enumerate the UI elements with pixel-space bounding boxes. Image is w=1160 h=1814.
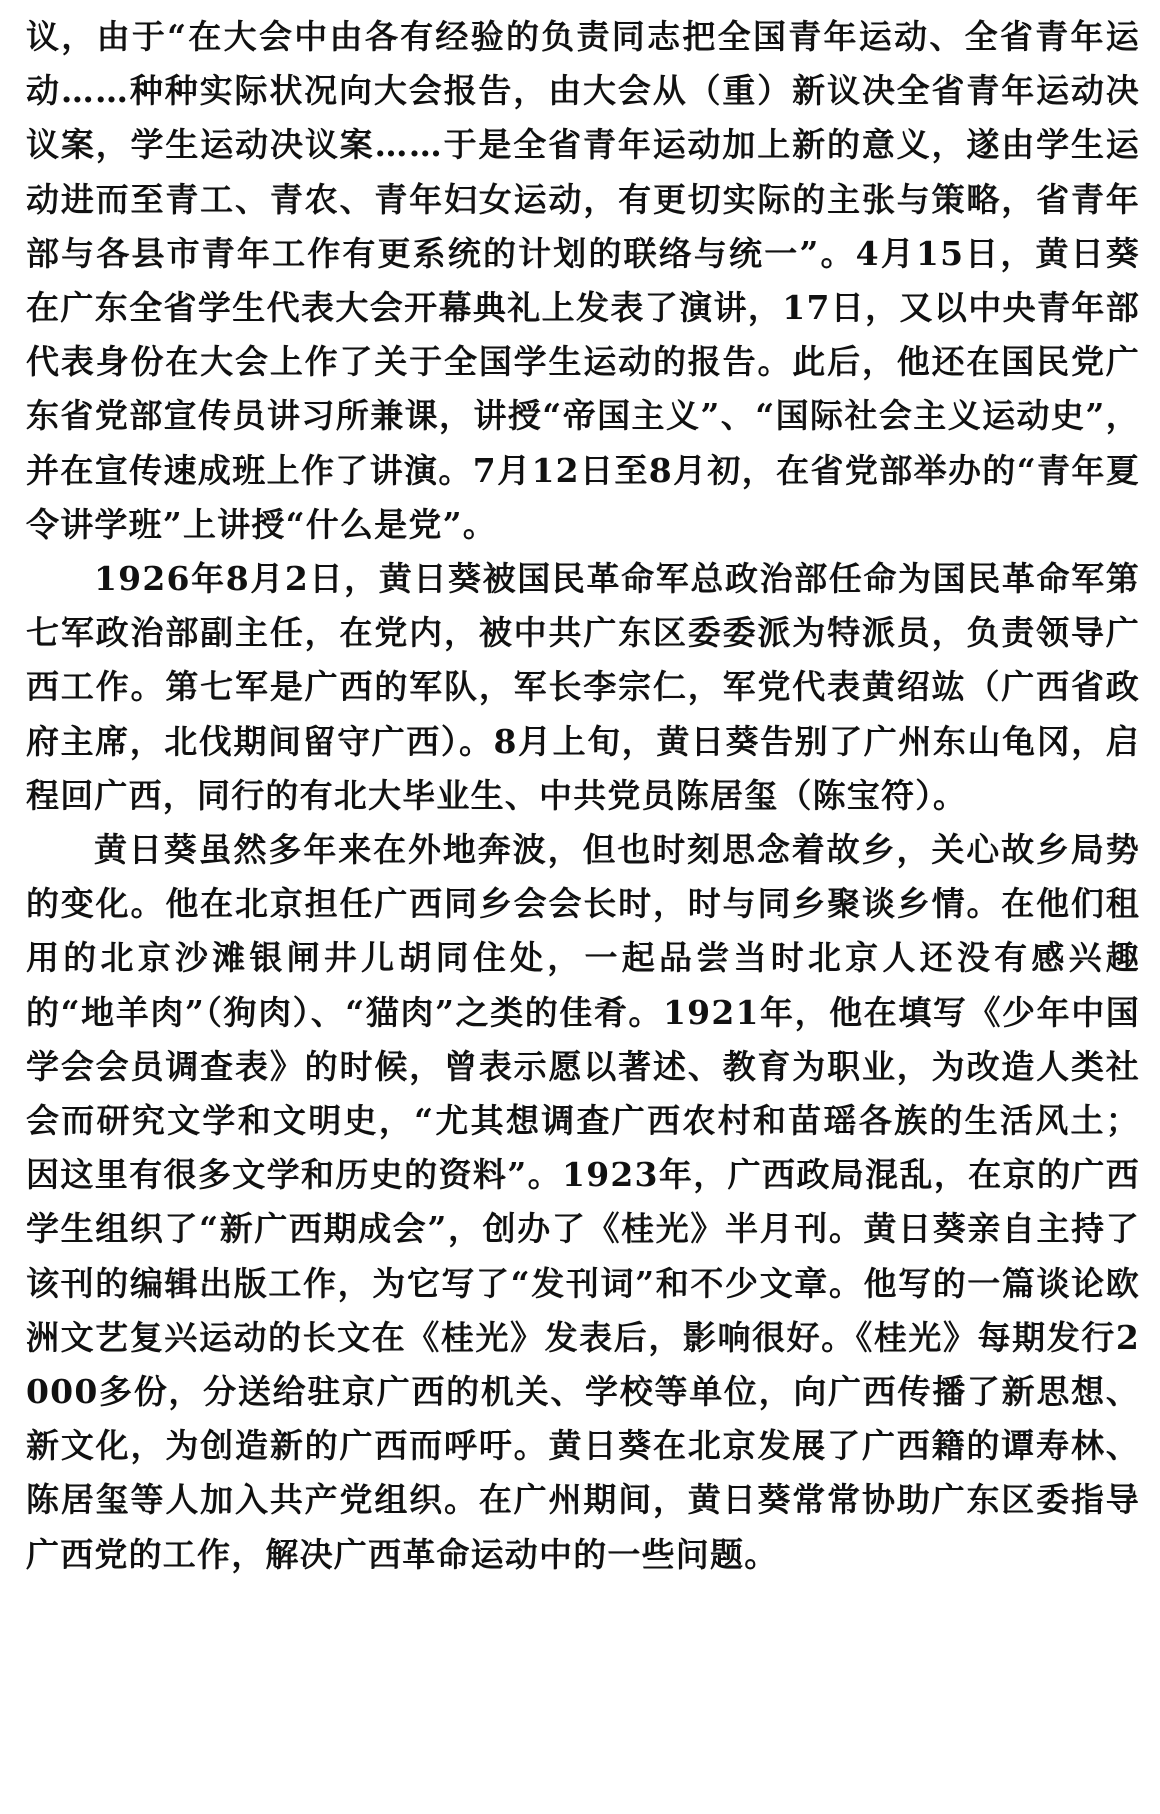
paragraph-1: 议，由于“在大会中由各有经验的负责同志把全国青年运动、全省青年运动……种种实际状况向大会报告，由大会从（重）新议决全省青年运动决议案，学生运动决议案……于是全省青年运动加上新的意义，遂由学生运动进而至青工、青农、青年妇女运动，有更切实际的主张与策略，省青年部与各县市青年工作有更系统的计划的联络与统一”。4月15日，黄日葵在广东全省学生代表大会开幕典礼上发表了演讲，17日，又以中央青年部代表身份在大会上作了关于全国学生运动的报告。此后，他还在国民党广东省党部宣传员讲习所兼课，讲授“帝国主义”、“国际社会主义运动史”，并在宣传速成班上作了讲演。7月12日至8月初，在省党部举办的“青年夏令讲学班”上讲授“什么是党”。 bbox=[26, 17, 1140, 544]
paragraph-3: 黄日葵虽然多年来在外地奔波，但也时刻思念着故乡，关心故乡局势的变化。他在北京担任广西同乡会会长时，时与同乡聚谈乡情。在他们租用的北京沙滩银闸井儿胡同住处，一起品尝当时北京人还没有感兴趣的“地羊肉”（狗肉）、“猫肉”之类的佳肴。1921年，他在填写《少年中国学会会员调查表》的时候，曾表示愿以著述、教育为职业，为改造人类社会而研究文学和文明史，“尤其想调查广西农村和苗瑶各族的生活风土；因这里有很多文学和历史的资料”。1923年，广西政局混乱，在京的广西学生组织了“新广西期成会”，创办了《桂光》半月刊。黄日葵亲自主持了该刊的编辑出版工作，为它写了“发刊词”和不少文章。他写的一篇谈论欧洲文艺复兴运动的长文在《桂光》发表后，影响很好。《桂光》每期发行2000多份，分送给驻京广西的机关、学校等单位，向广西传播了新思想、新文化，为创造新的广西而呼吁。黄日葵在北京发展了广西籍的谭寿林、陈居玺等人加入共产党组织。在广州期间，黄日葵常常协助广东区委指导广西党的工作，解决广西革命运动中的一些问题。 bbox=[26, 830, 1140, 1574]
paragraph-2: 1926年8月2日，黄日葵被国民革命军总政治部任命为国民革命军第七军政治部副主任，在党内，被中共广东区委委派为特派员，负责领导广西工作。第七军是广西的军队，军长李宗仁，军党代表黄绍竑（广西省政府主席，北伐期间留守广西）。8月上旬，黄日葵告别了广州东山龟冈，启程回广西，同行的有北大毕业生、中共党员陈居玺（陈宝符）。 bbox=[26, 559, 1140, 815]
